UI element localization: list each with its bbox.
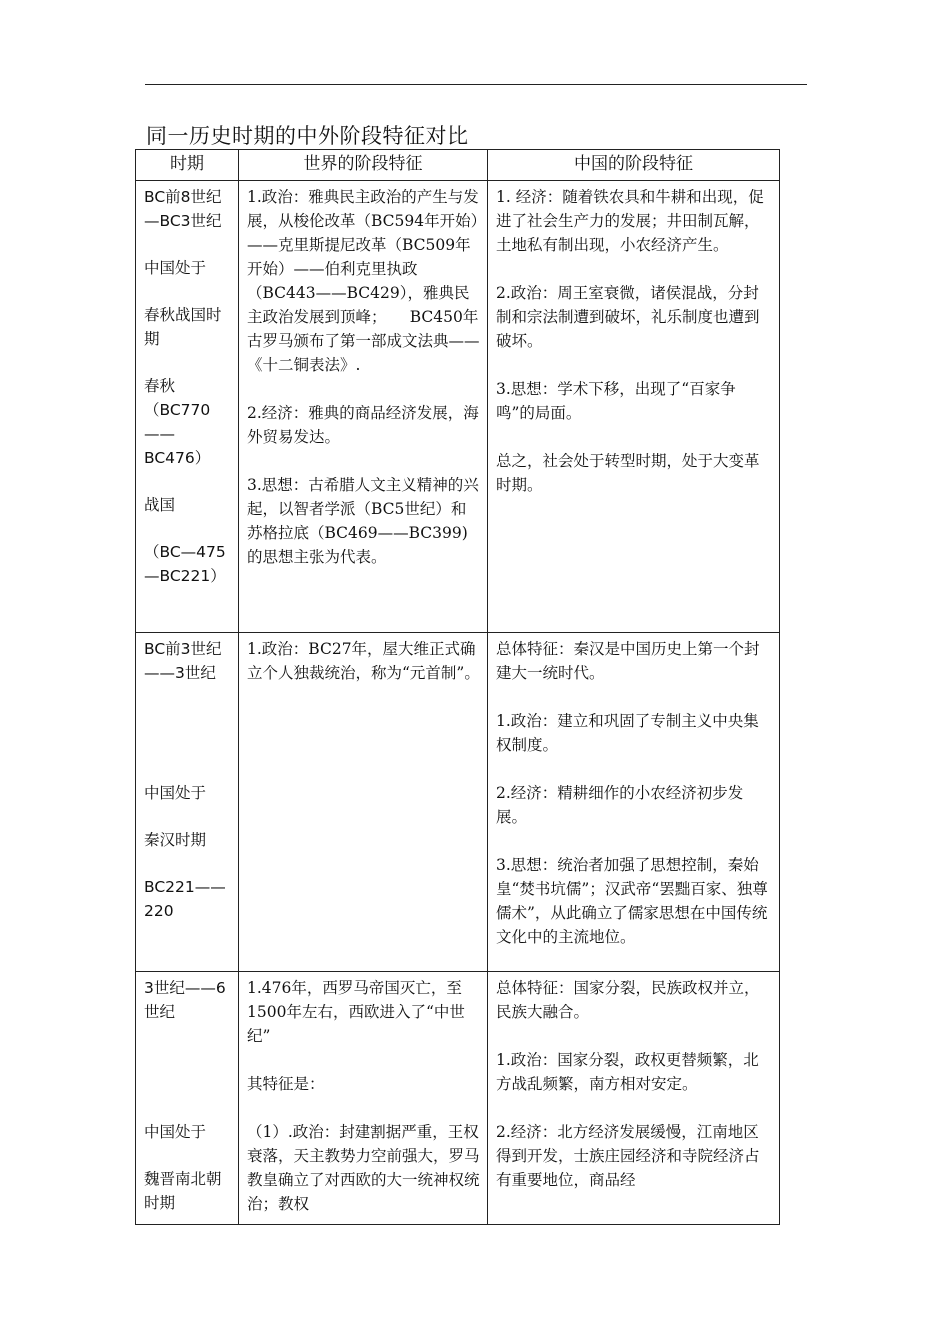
document-title: 同一历史时期的中外阶段特征对比 — [146, 124, 469, 148]
header-world: 世界的阶段特征 — [239, 150, 488, 181]
world-cell — [239, 181, 488, 633]
period-range: BC前3世纪——3世纪 — [144, 640, 222, 682]
china-paragraph: 1. 经济：随着铁农具和牛耕和出现，促进了社会生产力的发展；井田制瓦解，土地私有制出现，小农经济产生。 — [496, 188, 764, 254]
world-paragraph: 1.政治：雅典民主政治的产生与发展，从梭伦改革（BC594年开始）——克里斯提尼改革（BC509年开始）——伯利克里执政（BC443——BC429），雅典民主政治发展到顶峰； BC450年古罗马颁布了第一部成文法典——《十二铜表法》. — [247, 188, 480, 374]
comparison-table — [135, 149, 780, 1225]
period-subperiod-name: 战国 — [144, 496, 176, 514]
period-dynasty: 魏晋南北朝时期 — [144, 1170, 222, 1212]
china-paragraph: 总体特征：秦汉是中国历史上第一个封建大一统时代。 — [496, 640, 760, 682]
period-range: BC前8世纪—BC3世纪 — [144, 188, 222, 230]
period-subperiod: 春秋（BC770——BC476） — [144, 377, 211, 467]
header-rule — [145, 84, 807, 85]
china-paragraph: 2.经济：精耕细作的小农经济初步发展。 — [496, 784, 744, 826]
period-years: BC221——220 — [144, 878, 226, 920]
period-subperiod-range: （BC—475—BC221） — [144, 543, 226, 585]
world-paragraph: 1.政治：BC27年，屋大维正式确立个人独裁统治，称为“元首制”。 — [247, 640, 480, 682]
table-row — [136, 972, 780, 1225]
header-china: 中国的阶段特征 — [488, 150, 780, 181]
china-paragraph: 总之，社会处于转型时期，处于大变革时期。 — [496, 452, 760, 494]
period-label: 中国处于 — [144, 1123, 207, 1141]
period-range: 3世纪——6世纪 — [144, 979, 226, 1021]
header-period: 时期 — [136, 150, 239, 181]
world-paragraph: 3.思想：古希腊人文主义精神的兴起，以智者学派（BC5世纪）和苏格拉底（BC469——BC399)的思想主张为代表。 — [247, 476, 479, 566]
china-paragraph: 1.政治：建立和巩固了专制主义中央集权制度。 — [496, 712, 759, 754]
world-paragraph: 1.476年，西罗马帝国灭亡，至1500年左右，西欧进入了“中世纪” — [247, 979, 465, 1045]
period-dynasty: 春秋战国时期 — [144, 306, 222, 348]
china-paragraph: 3.思想：学术下移，出现了“百家争鸣”的局面。 — [496, 380, 736, 422]
world-paragraph: （1）.政治：封建割据严重，王权衰落，天主教势力空前强大，罗马教皇确立了对西欧的大一统神权统治；教权 — [247, 1123, 480, 1213]
china-paragraph: 1.政治：国家分裂，政权更替频繁，北方战乱频繁，南方相对安定。 — [496, 1051, 759, 1093]
period-label: 中国处于 — [144, 259, 207, 277]
period-cell — [136, 972, 239, 1225]
china-cell — [488, 633, 780, 972]
world-cell — [239, 633, 488, 972]
china-cell — [488, 181, 780, 633]
period-cell — [136, 633, 239, 972]
table-header-row — [136, 150, 780, 181]
period-label: 中国处于 — [144, 784, 207, 802]
china-paragraph: 总体特征：国家分裂，民族政权并立，民族大融合。 — [496, 979, 760, 1021]
period-dynasty: 秦汉时期 — [144, 831, 207, 849]
table-row — [136, 181, 780, 633]
table-row — [136, 633, 780, 972]
world-paragraph: 2.经济：雅典的商品经济发展，海外贸易发达。 — [247, 404, 479, 446]
world-paragraph: 其特征是： — [247, 1075, 325, 1093]
world-cell — [239, 972, 488, 1225]
china-paragraph: 2.经济：北方经济发展缓慢，江南地区得到开发，士族庄园经济和寺院经济占有重要地位，商品经 — [496, 1123, 760, 1189]
period-cell — [136, 181, 239, 633]
china-paragraph: 3.思想：统治者加强了思想控制，秦始皇“焚书坑儒”；汉武帝“罢黜百家、独尊儒术”，从此确立了儒家思想在中国传统文化中的主流地位。 — [496, 856, 768, 946]
china-paragraph: 2.政治：周王室衰微，诸侯混战，分封制和宗法制遭到破坏，礼乐制度也遭到破坏。 — [496, 284, 760, 350]
china-cell — [488, 972, 780, 1225]
